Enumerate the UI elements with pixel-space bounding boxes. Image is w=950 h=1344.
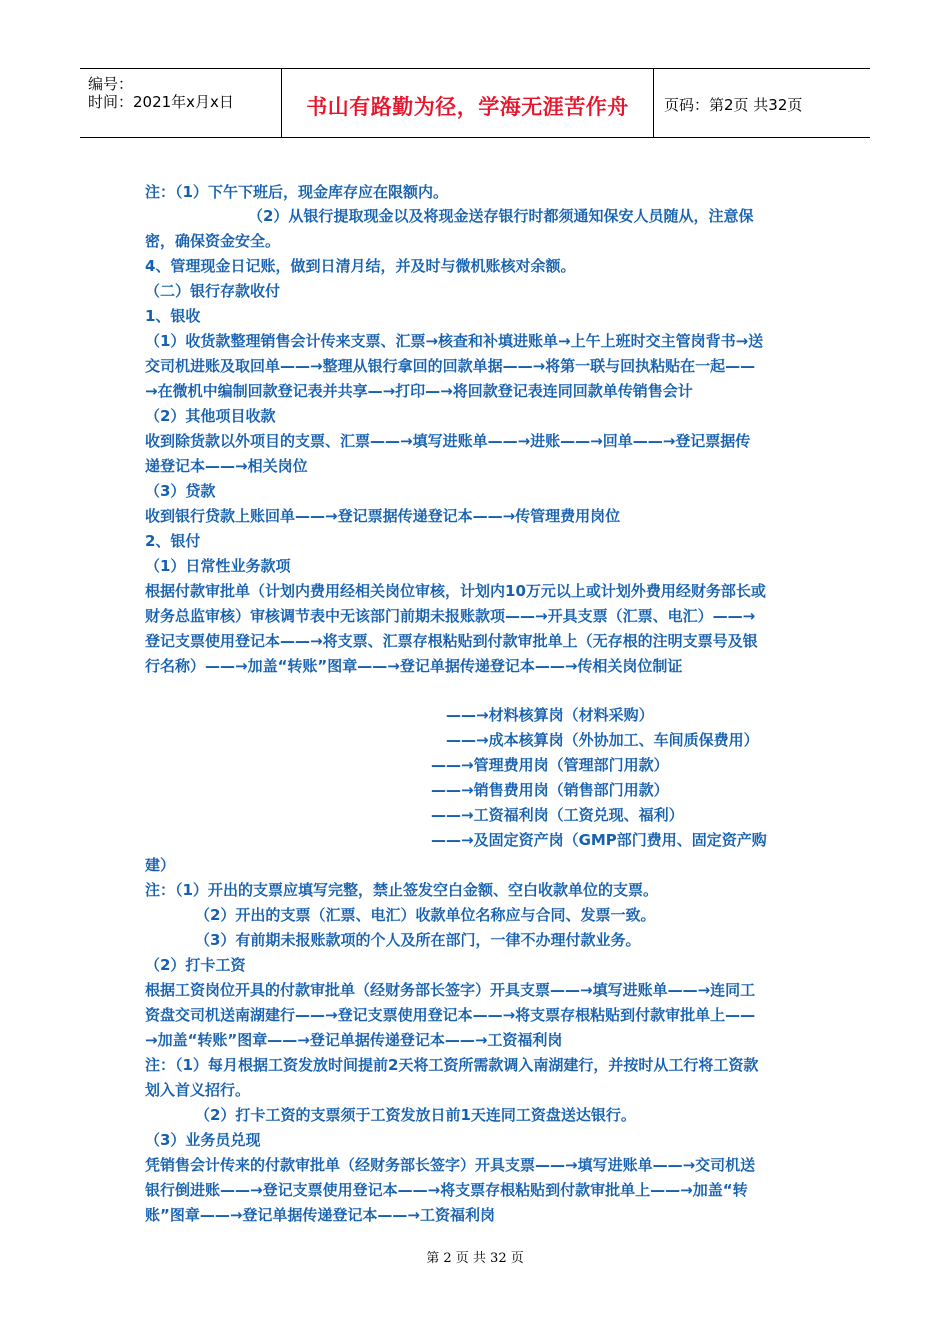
text-line: （1）收货款整理销售会计传来支票、汇票→核查和补填进账单→上午上班时交主管岗背书→送	[145, 332, 764, 350]
text-line: →在微机中编制回款登记表并共享—→打印—→将回款登记表连同回款单传销售会计	[145, 382, 693, 400]
text-line: 4、管理现金日记账，做到日清月结，并及时与微机账核对余额。	[145, 257, 576, 275]
text-line: （3）有前期未报账款项的个人及所在部门，一律不办理付款业务。	[195, 931, 641, 949]
text-line: 收到银行贷款上账回单——→登记票据传递登记本——→传管理费用岗位	[145, 507, 621, 525]
text-line: （2）开出的支票（汇票、电汇）收款单位名称应与合同、发票一致。	[195, 906, 656, 924]
text-line: （3）业务员兑现	[145, 1131, 261, 1149]
text-line: 2、银付	[145, 532, 201, 550]
text-line: →加盖“转账”图章——→登记单据传递登记本——→工资福利岗	[145, 1031, 563, 1049]
text-line: 递登记本——→相关岗位	[145, 457, 308, 475]
header-right-cell	[654, 69, 870, 137]
text-line: （2）打卡工资的支票须于工资发放日前1天连同工资盘送达银行。	[195, 1106, 636, 1124]
text-line: 注：（1）下午下班后，现金库存应在限额内。	[145, 183, 448, 201]
text-line: ——→工资福利岗（工资兑现、福利）	[431, 806, 684, 824]
text-line: 根据付款审批单（计划内费用经相关岗位审核，计划内10万元以上或计划外费用经财务部长或	[145, 582, 766, 600]
text-line: 划入首义招行。	[145, 1081, 251, 1099]
text-line: （二）银行存款收付	[145, 282, 281, 300]
document-time-label: 时间：2021年x月x日	[88, 93, 234, 111]
header-left-cell	[80, 69, 282, 137]
text-line: ——→及固定资产岗（GMP部门费用、固定资产购	[431, 831, 767, 849]
text-line: ——→成本核算岗（外协加工、车间质保费用）	[446, 731, 759, 749]
text-line: ——→销售费用岗（销售部门用款）	[431, 781, 669, 799]
text-line: 根据工资岗位开具的付款审批单（经财务部长签字）开具支票——→填写进账单——→连同工	[145, 981, 756, 999]
page-footer: 第 2 页 共 32 页	[426, 1251, 524, 1266]
text-line: （2）打卡工资	[145, 956, 246, 974]
text-line: 凭销售会计传来的付款审批单（经财务部长签字）开具支票——→填写进账单——→交司机送	[145, 1156, 756, 1174]
header-motto: 书山有路勤为径，学海无涯苦作舟	[306, 95, 629, 119]
text-line: （1）日常性业务款项	[145, 557, 291, 575]
text-line: 交司机进账及取回单——→整理从银行拿回的回款单据——→将第一联与回执粘贴在一起——	[145, 357, 756, 375]
text-line: ——→材料核算岗（材料采购）	[446, 706, 654, 724]
text-line: 建）	[145, 856, 176, 874]
text-line: 行名称）——→加盖“转账”图章——→登记单据传递登记本——→传相关岗位制证	[145, 657, 683, 675]
text-line: （3）贷款	[145, 482, 216, 500]
document-number-label: 编号：	[88, 75, 134, 93]
text-line: 资盘交司机送南湖建行——→登记支票使用登记本——→将支票存根粘贴到付款审批单上——	[145, 1006, 756, 1024]
text-line: 收到除货款以外项目的支票、汇票——→填写进账单——→进账——→回单——→登记票据传	[145, 432, 751, 450]
text-line: （2）从银行提取现金以及将现金送存银行时都须通知保安人员随从，注意保	[248, 207, 754, 225]
text-line: 账”图章——→登记单据传递登记本——→工资福利岗	[145, 1206, 495, 1224]
text-line: 注：（1）开出的支票应填写完整，禁止签发空白金额、空白收款单位的支票。	[145, 881, 658, 899]
header-page-info: 页码：第2页 共32页	[664, 96, 803, 114]
text-line: 财务总监审核）审核调节表中无该部门前期未报账款项——→开具支票（汇票、电汇）——→	[145, 607, 756, 625]
text-line: ——→管理费用岗（管理部门用款）	[431, 756, 669, 774]
text-line: 密，确保资金安全。	[145, 232, 281, 250]
header-table	[80, 68, 870, 138]
text-line: 1、银收	[145, 307, 201, 325]
text-line: （2）其他项目收款	[145, 407, 276, 425]
text-line: 银行倒进账——→登记支票使用登记本——→将支票存根粘贴到付款审批单上——→加盖“转	[145, 1181, 748, 1199]
text-line: 登记支票使用登记本——→将支票、汇票存根粘贴到付款审批单上（无存根的注明支票号及银	[145, 632, 758, 650]
header-center-cell	[282, 69, 654, 137]
text-line: 注：（1）每月根据工资发放时间提前2天将工资所需款调入南湖建行，并按时从工行将工资款	[145, 1056, 759, 1074]
